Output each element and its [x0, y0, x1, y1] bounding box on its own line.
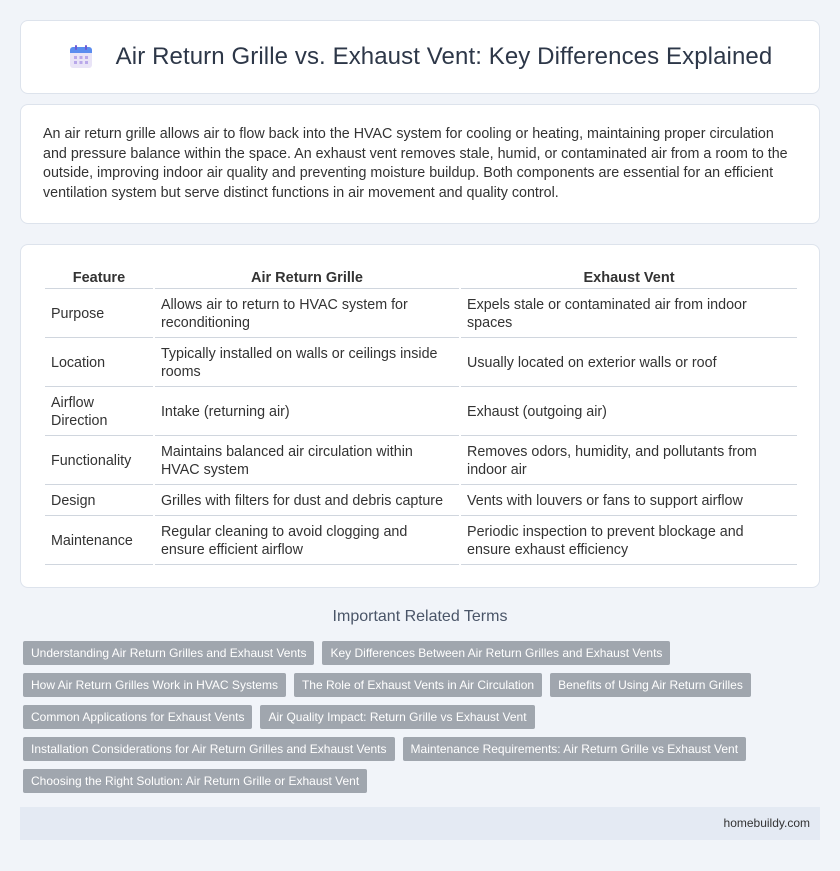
related-term-tag[interactable]: Choosing the Right Solution: Air Return Grille or Exhaust Vent: [23, 769, 367, 793]
table-row: [45, 487, 797, 516]
related-term-tag[interactable]: Understanding Air Return Grilles and Exhaust Vents: [23, 641, 314, 665]
vent-cell: Periodic inspection to prevent blockage and ensure exhaust efficiency: [461, 518, 797, 565]
feature-cell: Purpose: [45, 291, 153, 338]
header-feature: Feature: [45, 267, 153, 289]
related-term-tag[interactable]: Air Quality Impact: Return Grille vs Exhaust Vent: [260, 705, 534, 729]
vent-cell: Expels stale or contaminated air from indoor spaces: [461, 291, 797, 338]
related-term-tag[interactable]: Maintenance Requirements: Air Return Grille vs Exhaust Vent: [403, 737, 747, 761]
related-term-tag[interactable]: Benefits of Using Air Return Grilles: [550, 673, 751, 697]
footer-site-link[interactable]: homebuildy.com: [723, 816, 810, 830]
feature-cell: Airflow Direction: [45, 389, 153, 436]
related-term-tag[interactable]: Key Differences Between Air Return Grilles and Exhaust Vents: [322, 641, 670, 665]
comparison-table: [43, 265, 799, 567]
table-row: [45, 389, 797, 436]
related-term-tag[interactable]: Installation Considerations for Air Return Grilles and Exhaust Vents: [23, 737, 395, 761]
table-header-row: [45, 267, 797, 289]
vent-cell: Removes odors, humidity, and pollutants from indoor air: [461, 438, 797, 485]
comparison-card: [20, 244, 820, 588]
feature-cell: Functionality: [45, 438, 153, 485]
vent-cell: Vents with louvers or fans to support airflow: [461, 487, 797, 516]
table-row: [45, 438, 797, 485]
vent-cell: Exhaust (outgoing air): [461, 389, 797, 436]
table-row: [45, 291, 797, 338]
related-term-tag[interactable]: How Air Return Grilles Work in HVAC Systems: [23, 673, 286, 697]
grille-cell: Maintains balanced air circulation within HVAC system: [155, 438, 459, 485]
feature-cell: Design: [45, 487, 153, 516]
related-terms-tags: [23, 641, 823, 801]
related-terms-title: Important Related Terms: [332, 608, 508, 625]
related-term-tag[interactable]: Common Applications for Exhaust Vents: [23, 705, 252, 729]
vent-cell: Usually located on exterior walls or roof: [461, 340, 797, 387]
header-exhaust-vent: Exhaust Vent: [461, 267, 797, 289]
header-card: [20, 20, 820, 94]
table-row: [45, 518, 797, 565]
intro-card: [20, 104, 820, 224]
feature-cell: Location: [45, 340, 153, 387]
intro-text: An air return grille allows air to flow back into the HVAC system for cooling or heating, maintaining proper circulation and pressure balance within the space. An exhaust vent removes stale, humid, or contaminated air from a room to the outside, improving indoor air quality and preventing moisture buildup. Both components are essential for an efficient ventilation system but serve distinct functions in air movement and quality control.: [43, 126, 788, 201]
grille-cell: Regular cleaning to avoid clogging and ensure efficient airflow: [155, 518, 459, 565]
grille-cell: Allows air to return to HVAC system for reconditioning: [155, 291, 459, 338]
grille-cell: Grilles with filters for dust and debris capture: [155, 487, 459, 516]
calendar-icon: [68, 44, 94, 70]
grille-cell: Intake (returning air): [155, 389, 459, 436]
feature-cell: Maintenance: [45, 518, 153, 565]
related-term-tag[interactable]: The Role of Exhaust Vents in Air Circulation: [294, 673, 542, 697]
grille-cell: Typically installed on walls or ceilings inside rooms: [155, 340, 459, 387]
table-row: [45, 340, 797, 387]
page-title: Air Return Grille vs. Exhaust Vent: Key Differences Explained: [115, 43, 773, 70]
header-air-return-grille: Air Return Grille: [155, 267, 459, 289]
footer: [20, 807, 820, 840]
